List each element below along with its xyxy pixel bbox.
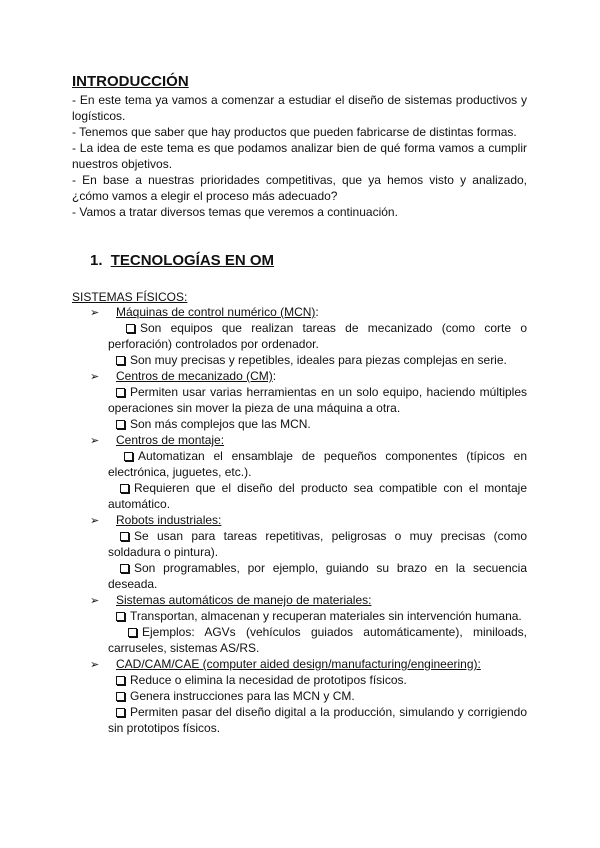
intro-line: - Tenemos que saber que hay productos que pueden fabricarse de distintas formas.: [72, 125, 517, 139]
item-label: Centros de mecanizado (CM): [116, 369, 273, 383]
list-subitem-cont: perforación) controlados por ordenador.: [108, 337, 319, 351]
arrow-bullet-icon: ➢: [90, 595, 100, 607]
checkbox-bullet-icon: [116, 612, 125, 621]
list-subitem-cont: automático.: [108, 497, 171, 511]
list-item-cm: ➢ Centros de mecanizado (CM):: [90, 369, 277, 383]
list-subitem: Genera instrucciones para las MCN y CM.: [116, 688, 355, 704]
list-subitem: Permiten usar varias herramientas en un solo equipo, haciendo múltiples: [108, 384, 527, 400]
intro-line: ¿cómo vamos a elegir el proceso más adecuado?: [72, 189, 338, 203]
list-subitem-cont: carruseles, sistemas AS/RS.: [108, 641, 260, 655]
item-label: Robots industriales:: [116, 513, 222, 527]
checkbox-bullet-icon: [120, 564, 129, 573]
list-subitem-cont: soldadura o pintura).: [108, 545, 219, 559]
checkbox-bullet-icon: [116, 692, 125, 701]
list-subitem-cont: deseada.: [108, 577, 158, 591]
list-item-sistemas-automaticos: [90, 592, 371, 609]
list-subitem: Se usan para tareas repetitivas, peligrosas o muy precisas (como: [108, 528, 527, 544]
section-title: TECNOLOGÍAS EN OM: [110, 252, 275, 269]
arrow-bullet-icon: ➢: [90, 307, 100, 319]
arrow-bullet-icon: ➢: [90, 371, 100, 383]
intro-line: - En este tema ya vamos a comenzar a estudiar el diseño de sistemas productivos y: [72, 93, 527, 107]
list-item-cad-cam-cae: [90, 656, 481, 673]
list-subitem: Permiten pasar del diseño digital a la producción, simulando y corrigiendo: [108, 704, 527, 720]
list-item-mcn: ➢ Máquinas de control numérico (MCN):: [90, 305, 319, 319]
arrow-bullet-icon: ➢: [90, 435, 100, 447]
list-item-robots: [90, 512, 221, 529]
arrow-bullet-icon: ➢: [90, 515, 100, 527]
list-subitem: Son muy precisas y repetibles, ideales para piezas complejas en serie.: [116, 352, 507, 368]
checkbox-bullet-icon: [116, 708, 125, 717]
intro-line: - La idea de este tema es que podamos analizar bien de qué forma vamos a cumplir: [72, 141, 527, 155]
list-subitem-cont: operaciones sin mover la pieza de una máquina a otra.: [108, 401, 401, 415]
section-heading: [90, 252, 274, 270]
checkbox-bullet-icon: [126, 324, 135, 333]
checkbox-bullet-icon: [116, 388, 125, 397]
checkbox-bullet-icon: [120, 484, 129, 493]
checkbox-bullet-icon: [116, 676, 125, 685]
subheading-sistemas-fisicos: SISTEMAS FÍSICOS:: [72, 290, 188, 304]
item-label: Sistemas automáticos de manejo de materiales:: [116, 593, 372, 607]
intro-heading: INTRODUCCIÓN: [72, 73, 189, 90]
section-number: 1.: [90, 252, 103, 269]
list-subitem: Reduce o elimina la necesidad de prototipos físicos.: [116, 672, 407, 688]
list-subitem-cont: electrónica, juguetes, etc.).: [108, 465, 252, 479]
list-subitem: Transportan, almacenan y recuperan materiales sin intervención humana.: [116, 608, 522, 624]
checkbox-bullet-icon: [116, 356, 125, 365]
list-subitem: Son programables, por ejemplo, guiando su brazo en la secuencia: [108, 560, 527, 576]
list-subitem: Son más complejos que las MCN.: [116, 416, 311, 432]
list-item-centros-montaje: [90, 432, 224, 449]
intro-line: nuestros objetivos.: [72, 157, 173, 171]
list-subitem: Ejemplos: AGVs (vehículos guiados automáticamente), miniloads,: [108, 624, 527, 640]
intro-line: - En base a nuestras prioridades competitivas, que ya hemos visto y analizado,: [72, 173, 527, 187]
checkbox-bullet-icon: [128, 628, 137, 637]
item-label: Centros de montaje:: [116, 433, 225, 447]
item-label: Máquinas de control numérico (MCN): [116, 305, 316, 319]
checkbox-bullet-icon: [124, 452, 133, 461]
list-subitem: Automatizan el ensamblaje de pequeños componentes (típicos en: [108, 448, 527, 464]
intro-line: logísticos.: [72, 109, 126, 123]
item-label: CAD/CAM/CAE (computer aided design/manufacturing/engineering):: [116, 657, 481, 671]
intro-line: - Vamos a tratar diversos temas que veremos a continuación.: [72, 205, 398, 219]
list-subitem-cont: sin prototipos físicos.: [108, 721, 221, 735]
checkbox-bullet-icon: [116, 420, 125, 429]
list-subitem: Requieren que el diseño del producto sea compatible con el montaje: [108, 480, 527, 496]
checkbox-bullet-icon: [120, 532, 129, 541]
list-subitem: Son equipos que realizan tareas de mecanizado (como corte o: [108, 320, 527, 336]
arrow-bullet-icon: ➢: [90, 659, 100, 671]
